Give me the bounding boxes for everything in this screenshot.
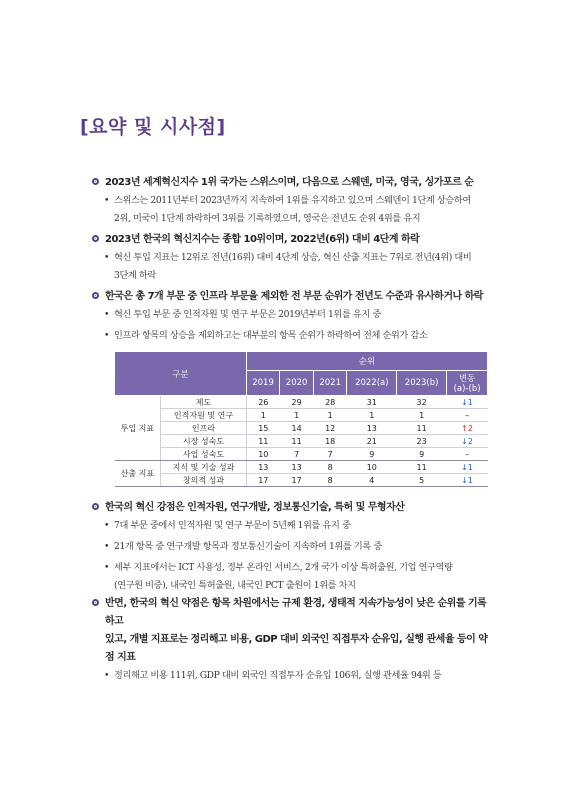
section-4-point-2: • 21개 항목 중 연구개발 항목과 정보통신기술이 지속하여 1위를 기록 중 [92, 538, 490, 556]
bullet-dot-icon: • [104, 330, 110, 341]
change-cell: – [447, 409, 488, 422]
group-label: 산출 지표 [115, 461, 161, 487]
bullet-circle-icon [92, 503, 99, 510]
section-4-point-3: • 세부 지표에서는 ICT 사용성, 정부 온라인 서비스, 2개 국가 이상 특허출원, 기업 연구역량 (연구원 비중), 내국인 특허출원, 내국인 PCT 출원이 1위를 차지 [92, 559, 490, 595]
bullet-circle-icon [92, 599, 99, 606]
bullet-dot-icon: • [104, 520, 110, 531]
section-5-point: • 정리해고 비용 111위, GDP 대비 외국인 직접투자 순유입 106위, 실행 관세율 94위 등 [92, 667, 490, 685]
section-1-point: • 스위스는 2011년부터 2023년까지 지속하여 1위를 유지하고 있으며 스웨덴이 1단계 상승하여 2위, 미국이 1단계 하락하여 3위를 기록하였으며, 영국은 전년도 순위 4위를 유지 [92, 192, 490, 228]
header-year: 2022(a) [347, 371, 397, 396]
section-3-point-1: • 혁신 투입 부문 중 인적자원 및 연구 부문은 2019년부터 1위를 유지 중 [92, 306, 490, 324]
item-label: 인프라 [161, 422, 246, 435]
table-row: 창의적 성과 17 17 8 4 5 ↓1 [115, 474, 488, 487]
bullet-dot-icon: • [104, 252, 110, 263]
item-label: 지식 및 기술 성과 [161, 461, 246, 474]
section-2-point: • 혁신 투입 지표는 12위로 전년(16위) 대비 4단계 상승, 혁신 산출 지표는 7위로 전년(4위) 대비 3단계 하락 [92, 249, 490, 285]
bullet-circle-icon [92, 178, 99, 185]
bullet-dot-icon: • [104, 670, 110, 681]
item-label: 시장 성숙도 [161, 435, 246, 448]
header-year: 2020 [280, 371, 314, 396]
change-cell: ↓1 [447, 396, 488, 409]
item-label: 사업 성숙도 [161, 448, 246, 461]
header-rank: 순위 [246, 352, 487, 371]
table-row: 시장 성숙도 11 11 18 21 23 ↓2 [115, 435, 488, 448]
bullet-dot-icon: • [104, 309, 110, 320]
table-row: 인프라 15 14 12 13 11 ↑2 [115, 422, 488, 435]
change-cell: ↓2 [447, 435, 488, 448]
item-label: 창의적 성과 [161, 474, 246, 487]
bullet-dot-icon: • [104, 195, 110, 206]
section-4-point-1: • 7대 부문 중에서 인적자원 및 연구 부문이 5년째 1위를 유지 중 [92, 517, 490, 535]
table-row: 인적자원 및 연구 1 1 1 1 1 – [115, 409, 488, 422]
header-change: 변동 (a)-(b) [447, 371, 488, 396]
header-group: 구분 [115, 352, 247, 396]
section-heading-4: 한국의 혁신 강점은 인적자원, 연구개발, 정보통신기술, 특허 및 무형자산 [92, 499, 490, 517]
bullet-circle-icon [92, 292, 99, 299]
page-title: [요약 및 시사점] [80, 116, 226, 138]
header-year: 2019 [246, 371, 280, 396]
bullet-dot-icon: • [104, 562, 110, 573]
table-row: 투입 지표 제도 26 29 28 31 32 ↓1 [115, 396, 488, 409]
table-row: 사업 성숙도 10 7 7 9 9 – [115, 448, 488, 461]
header-year: 2023(b) [397, 371, 447, 396]
group-label: 투입 지표 [115, 396, 161, 461]
summary-content [92, 174, 490, 685]
section-heading-3: 한국은 총 7개 부문 중 인프라 부문을 제외한 전 부문 순위가 전년도 수준과 유사하거나 하락 [92, 288, 490, 306]
section-3-point-2: • 인프라 항목의 상승을 제외하고는 대부분의 항목 순위가 하락하여 전체 순위가 감소 [92, 327, 490, 345]
bullet-circle-icon [92, 235, 99, 242]
section-heading-5: 반면, 한국의 혁신 약점은 항목 차원에서는 규제 환경, 생태적 지속가능성이 낮은 순위를 기록하고 있고, 개별 지표로는 정리해고 비용, GDP 대비 외국인 직접투자 순유입, 실행 관세율 등이 약점 지표 [92, 595, 490, 667]
change-cell: – [447, 448, 488, 461]
section-heading-1: 2023년 세계혁신지수 1위 국가는 스위스이며, 다음으로 스웨덴, 미국, 영국, 싱가포르 순 [92, 174, 490, 192]
change-cell: ↓1 [447, 474, 488, 487]
bullet-dot-icon: • [104, 541, 110, 552]
table-row: 산출 지표 지식 및 기술 성과 13 13 8 10 11 ↓1 [115, 461, 488, 474]
change-cell: ↓1 [447, 461, 488, 474]
change-cell: ↑2 [447, 422, 488, 435]
ranking-table [114, 351, 488, 487]
section-heading-2: 2023년 한국의 혁신지수는 종합 10위이며, 2022년(6위) 대비 4단계 하락 [92, 231, 490, 249]
item-label: 제도 [161, 396, 246, 409]
item-label: 인적자원 및 연구 [161, 409, 246, 422]
header-year: 2021 [313, 371, 347, 396]
